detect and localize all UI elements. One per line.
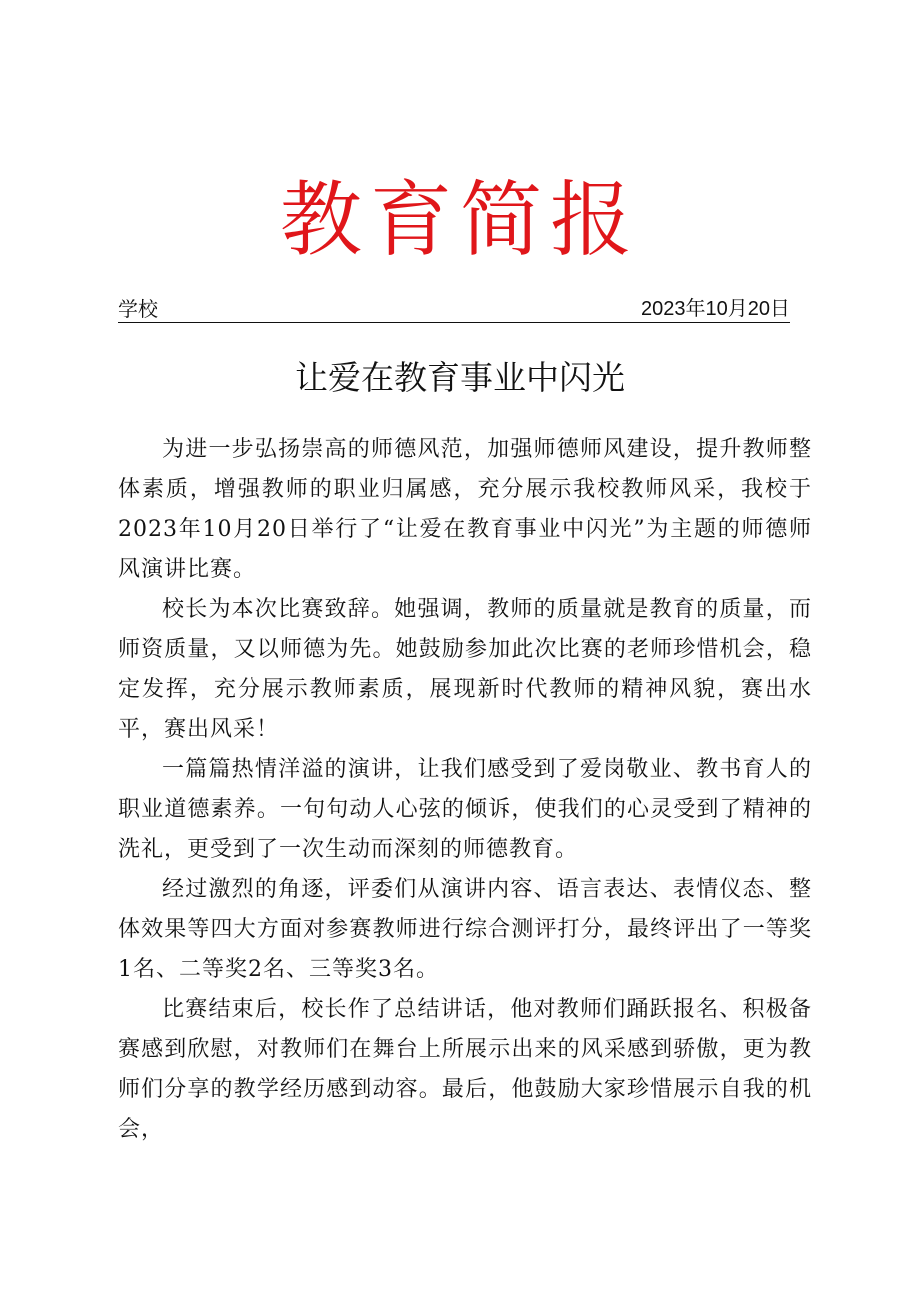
- paragraph-2: 校长为本次比赛致辞。她强调，教师的质量就是教育的质量，而师资质量，又以师德为先。她鼓励参加此次比赛的老师珍惜机会，稳定发挥，充分展示教师素质，展现新时代教师的精神风貌，赛出水平，赛出风采！: [118, 597, 812, 742]
- issue-date: 2023年10月20日: [641, 298, 790, 320]
- paragraph-4: 经过激烈的角逐，评委们从演讲内容、语言表达、表情仪态、整体效果等四大方面对参赛教师进行综合测评打分，最终评出了一等奖1名、二等奖2名、三等奖3名。: [118, 877, 812, 982]
- article-body: [118, 430, 812, 1150]
- masthead-title: 教育简报: [279, 173, 640, 268]
- paragraph-3: 一篇篇热情洋溢的演讲，让我们感受到了爱岗敬业、教书育人的职业道德素养。一句句动人心弦的倾诉，使我们的心灵受到了精神的洗礼，更受到了一次生动而深刻的师德教育。: [118, 757, 812, 862]
- paragraph-1: 为进一步弘扬崇高的师德风范，加强师德师风建设，提升教师整体素质，增强教师的职业归属感，充分展示我校教师风采，我校于2023年10月20日举行了“让爱在教育事业中闪光”为主题的师德师风演讲比赛。: [118, 437, 812, 582]
- paragraph-5: 比赛结束后，校长作了总结讲话，他对教师们踊跃报名、积极备赛感到欣慰，对教师们在舞台上所展示出来的风采感到骄傲，更为教师们分享的教学经历感到动容。最后，他鼓励大家珍惜展示自我的机会，: [118, 997, 812, 1142]
- school-label: 学校: [118, 297, 158, 321]
- meta-row: [118, 296, 790, 323]
- article-title: 让爱在教育事业中闪光: [295, 358, 625, 397]
